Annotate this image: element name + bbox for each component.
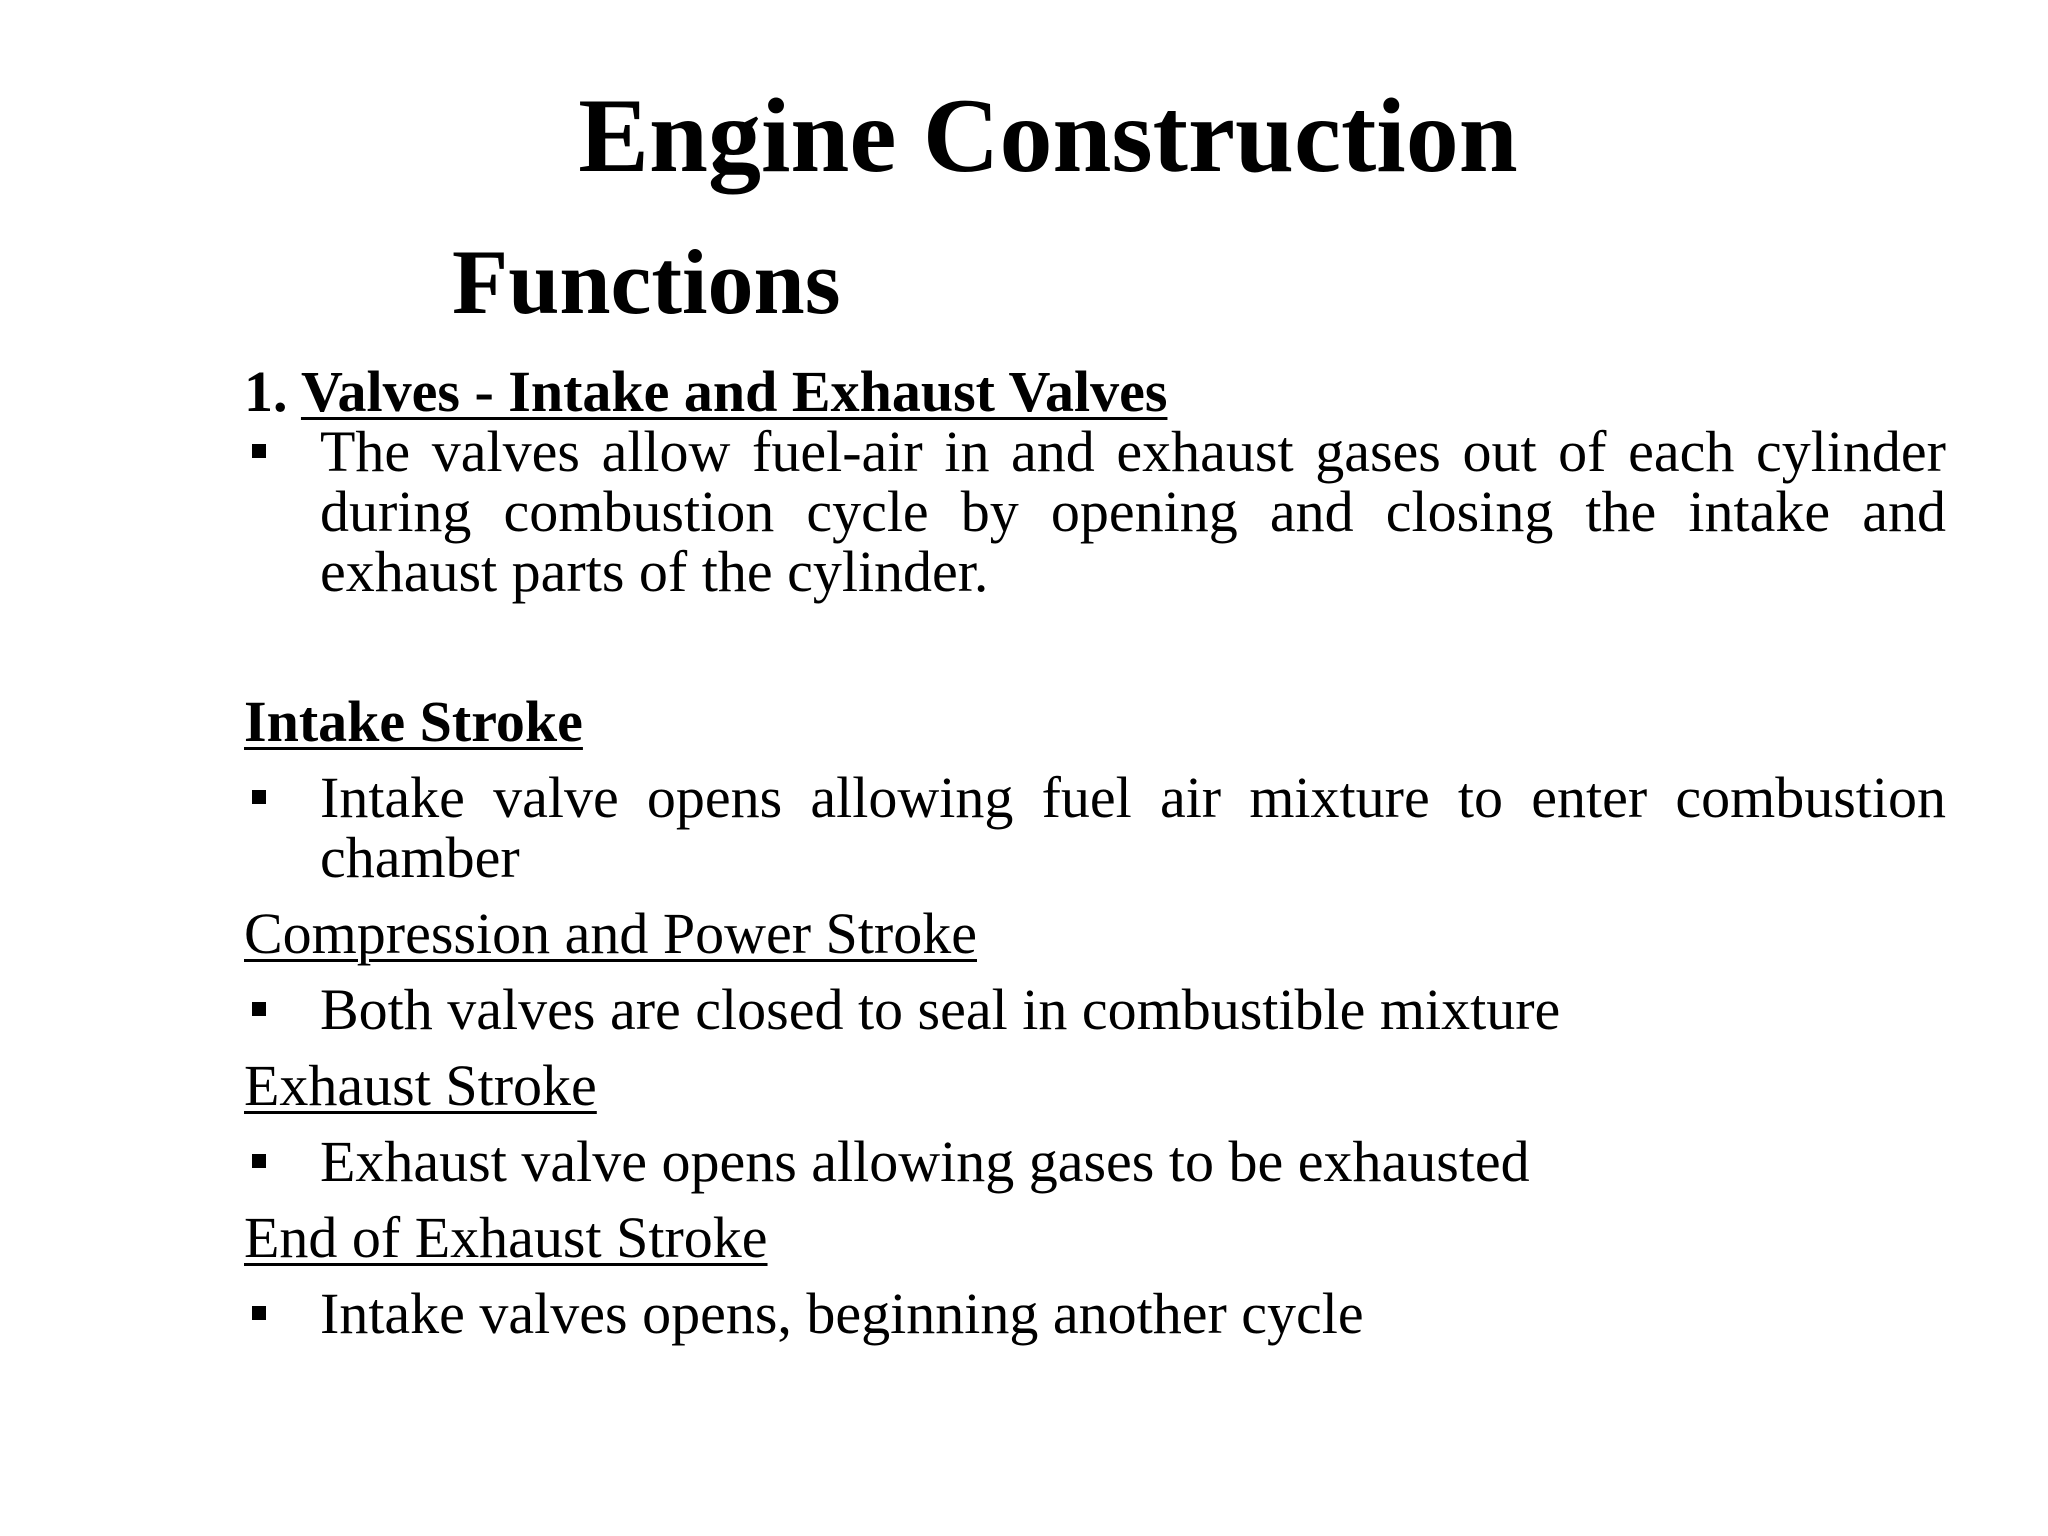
bullet-compression-power-stroke	[244, 977, 1946, 1042]
bullet-text: Exhaust valve opens allowing gases to be exhausted	[320, 1129, 1530, 1194]
slide-title: Engine Construction	[578, 77, 1518, 194]
heading-compression-power-stroke: Compression and Power Stroke	[244, 901, 977, 966]
square-bullet-icon	[252, 790, 266, 804]
square-bullet-icon	[252, 1154, 266, 1168]
heading-exhaust-stroke: Exhaust Stroke	[244, 1053, 597, 1118]
slide-subtitle: Functions	[452, 231, 841, 333]
square-bullet-icon	[252, 1002, 266, 1016]
square-bullet-icon	[252, 1306, 266, 1320]
heading-end-of-exhaust-stroke: End of Exhaust Stroke	[244, 1205, 768, 1270]
section-heading-valves	[244, 359, 1946, 424]
bullet-text: Intake valve opens allowing fuel air mixture to enter combustion chamber	[320, 765, 1946, 890]
slide-content	[244, 359, 1946, 1346]
bullet-text: The valves allow fuel-air in and exhaust gases out of each cylinder during combustion cycle by opening and closing the intake and exhaust parts of the cylinder.	[320, 419, 1946, 604]
bullet-text: Intake valves opens, beginning another cycle	[320, 1281, 1364, 1346]
section-heading-text: Valves - Intake and Exhaust Valves	[300, 359, 1168, 424]
bullet-end-of-exhaust-stroke	[244, 1281, 1946, 1346]
section-number: 1.	[244, 359, 288, 424]
heading-intake-stroke: Intake Stroke	[244, 689, 583, 754]
bullet-exhaust-stroke	[244, 1129, 1946, 1194]
bullet-text: Both valves are closed to seal in combustible mixture	[320, 977, 1561, 1042]
bullet-valves	[244, 419, 1946, 604]
bullet-intake-stroke	[244, 765, 1946, 890]
square-bullet-icon	[252, 444, 266, 458]
